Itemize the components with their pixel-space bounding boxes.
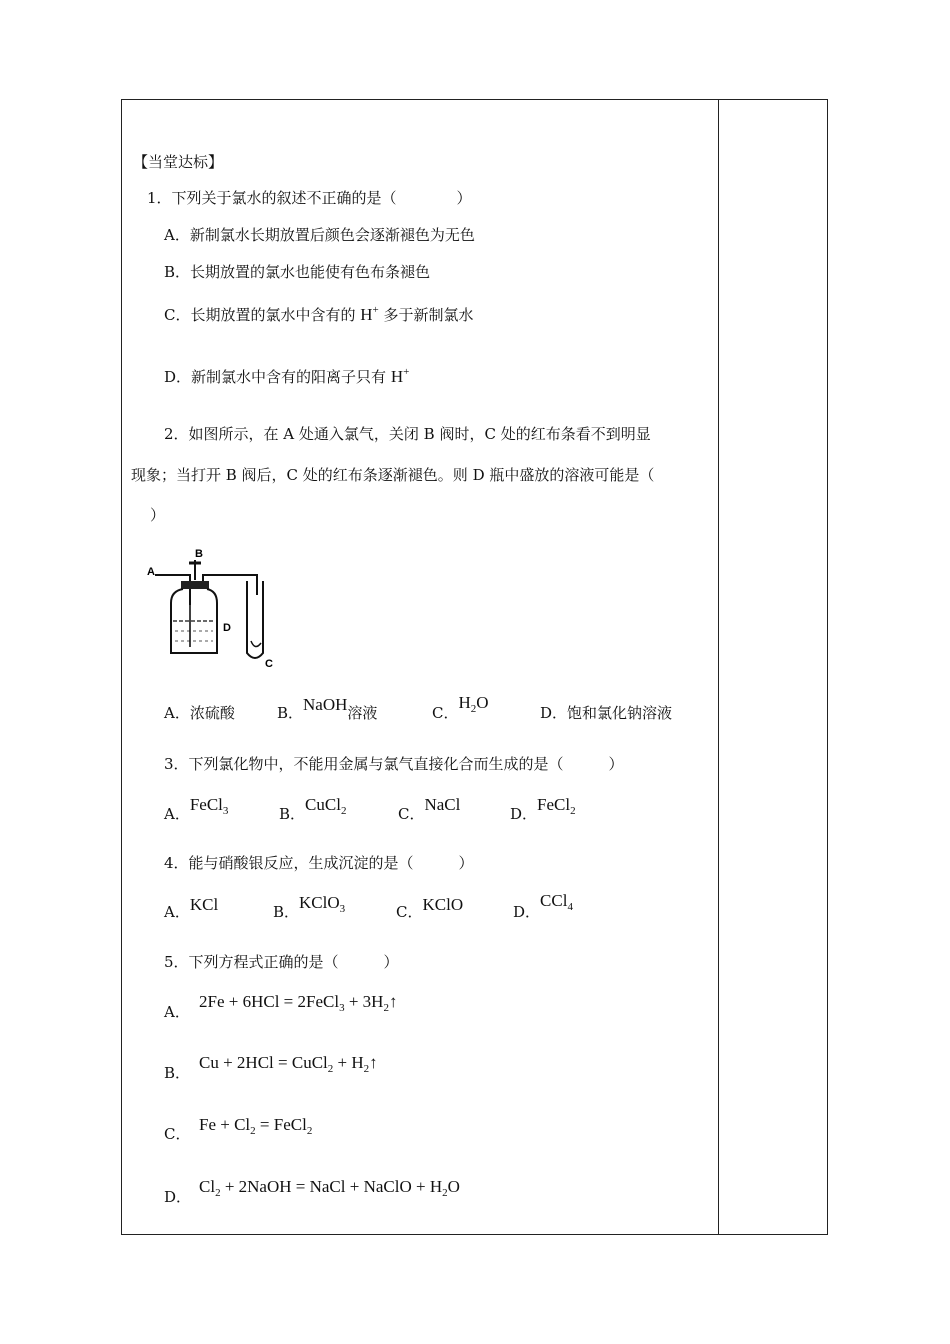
q4-option-c: C．KClO: [396, 895, 464, 921]
q3-b-formula: CuCl$_2$: [305, 795, 347, 817]
red-cloth: [251, 641, 261, 647]
q3-c-formula: NaCl: [424, 795, 461, 814]
q3-stem: 3．下列氯化物中，不能用金属与氯气直接化合而生成的是（ ）: [164, 755, 624, 773]
label-b: B: [195, 548, 203, 560]
q4-a-formula: KCl: [189, 895, 219, 914]
q4-b-formula: KClO$_3$: [299, 893, 346, 915]
q1-c-post: 多于新制氯水: [383, 306, 474, 324]
q3-a-formula: FeCl$_3$: [189, 795, 229, 817]
outlet-tube: [203, 575, 257, 595]
q3-option-a: A．FeCl$_3$: [164, 795, 229, 823]
label-d: D: [223, 622, 231, 634]
q4-option-a: A．KCl: [164, 895, 219, 921]
q1-c-formula: H+: [360, 304, 379, 324]
q5-c-equation: $Fe + Cl_2$ = FeCl$_2$: [199, 1115, 313, 1137]
q1-option-a: A．新制氯水长期放置后颜色会逐渐褪色为无色: [164, 226, 475, 244]
q5-option-c: C．: [164, 1125, 191, 1143]
q4-stem: 4．能与硝酸银反应，生成沉淀的是（ ）: [164, 854, 474, 872]
label-c: C: [265, 658, 273, 670]
label-a: A: [147, 566, 155, 578]
column-divider: [718, 99, 719, 1235]
inlet-tube-a: [155, 575, 190, 605]
q1-d-formula: H+: [390, 366, 410, 386]
q2-c-formula: $H_2O$: [458, 693, 489, 715]
q5-a-equation: 2Fe + 6HCl = 2FeCl$_3$ + $3H_2↑$: [199, 992, 398, 1014]
q4-c-formula: KClO: [422, 895, 464, 914]
q4-option-d: D．CCl$_4$: [513, 891, 573, 921]
q5-d-equation: $Cl_2$ + 2NaOH = NaCl + NaClO + $H_2O$: [199, 1177, 460, 1199]
q2-line1: 2．如图所示，在 A 处通入氯气，关闭 B 阀时，C 处的红布条看不到明显: [164, 425, 651, 443]
q3-option-d: D．FeCl$_2$: [510, 795, 576, 823]
q1-option-c: [164, 305, 474, 325]
q1-stem: 1．下列关于氯水的叙述不正确的是（ ）: [147, 189, 472, 207]
q3-d-formula: FeCl$_2$: [537, 795, 576, 817]
q2-line3: ）: [150, 506, 166, 524]
q2-option-b: B．NaOH溶液: [277, 695, 378, 722]
q5-option-b: B．: [164, 1064, 191, 1082]
q2-line2: 现象；当打开 B 阀后，C 处的红布条逐渐褪色。则 D 瓶中盛放的溶液可能是（: [131, 466, 655, 484]
q5-stem: 5．下列方程式正确的是（ ）: [164, 953, 399, 971]
bottle-stopper: [181, 581, 209, 589]
q1-option-b: B．长期放置的氯水也能使有色布条褪色: [164, 263, 431, 281]
section-title: 【当堂达标】: [133, 153, 224, 171]
q4-option-b: B．KClO$_3$: [273, 893, 346, 921]
q5-option-a: A．: [164, 1003, 190, 1021]
q3-option-c: C．NaCl: [398, 795, 461, 823]
q2-option-a: A．浓硫酸: [164, 704, 235, 722]
q2-option-d: D．饱和氯化钠溶液: [540, 704, 673, 722]
q5-option-d: D．: [164, 1188, 192, 1206]
q4-d-formula: CCl$_4$: [540, 891, 573, 913]
q5-b-equation: Cu + 2HCl = CuCl$_2$ + $H_2↑$: [199, 1053, 378, 1075]
q2-option-c: C．$H_2O$: [432, 693, 489, 722]
apparatus-diagram: [145, 545, 285, 670]
q1-c-pre: C．长期放置的氯水中含有的: [164, 306, 356, 324]
q1-d-pre: D．新制氯水中含有的阳离子只有: [164, 368, 387, 386]
q3-option-b: B．CuCl$_2$: [279, 795, 347, 823]
q2-b-formula: NaOH: [303, 695, 348, 714]
q1-option-d: [164, 367, 409, 387]
